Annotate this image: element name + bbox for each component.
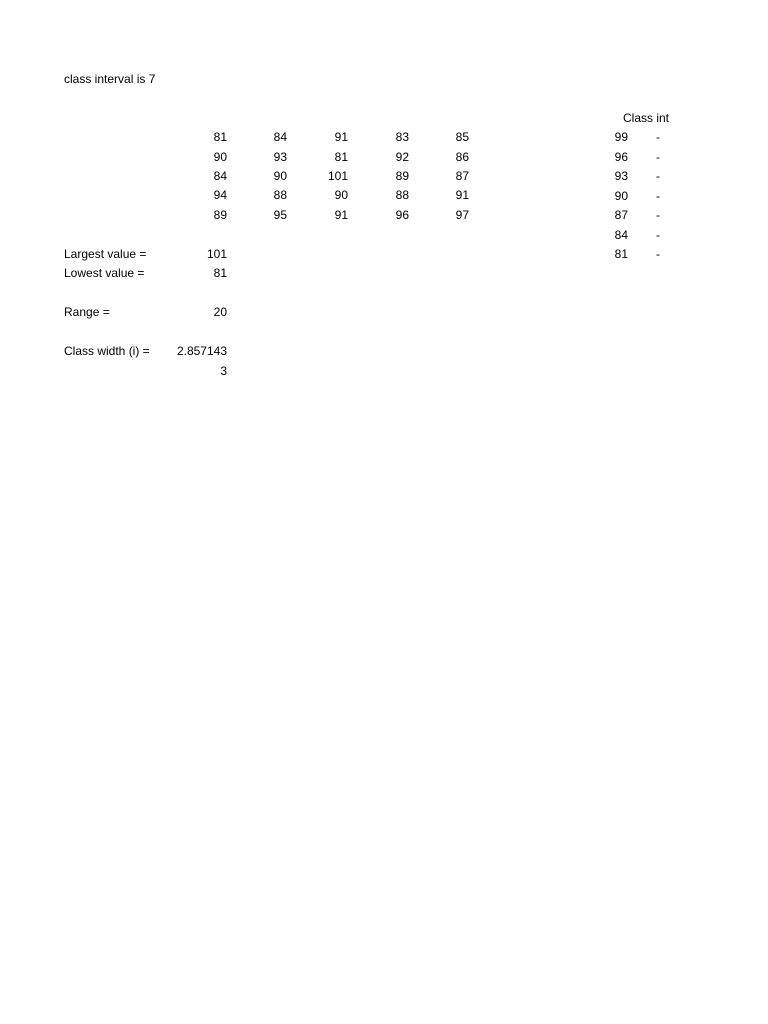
range-value: 20 bbox=[213, 305, 227, 319]
data-cell: 84 bbox=[273, 130, 287, 144]
data-cell: 93 bbox=[273, 150, 287, 164]
data-cell: 83 bbox=[395, 130, 409, 144]
data-cell: 88 bbox=[273, 188, 287, 202]
class-int-lower: 90 bbox=[614, 189, 628, 203]
class-int-separator: - bbox=[656, 150, 660, 164]
class-int-lower: 93 bbox=[614, 169, 628, 183]
data-cell: 89 bbox=[395, 169, 409, 183]
data-cell: 81 bbox=[213, 130, 227, 144]
data-cell: 89 bbox=[213, 208, 227, 222]
data-cell: 85 bbox=[455, 130, 469, 144]
class-int-header: Class int bbox=[623, 111, 670, 125]
data-cell: 95 bbox=[273, 208, 287, 222]
data-cell: 96 bbox=[395, 208, 409, 222]
class-int-lower: 87 bbox=[614, 208, 628, 222]
class-int-lower: 84 bbox=[614, 228, 628, 242]
class-width-value: 2.857143 bbox=[176, 344, 227, 358]
data-cell: 94 bbox=[213, 188, 227, 202]
class-int-lower: 96 bbox=[614, 150, 628, 164]
class-width-rounded: 3 bbox=[220, 364, 227, 378]
largest-value: 101 bbox=[206, 247, 227, 261]
data-cell: 84 bbox=[213, 169, 227, 183]
range-label: Range = bbox=[64, 305, 110, 319]
data-cell: 91 bbox=[455, 188, 469, 202]
lowest-value: 81 bbox=[213, 266, 227, 280]
data-cell: 101 bbox=[327, 169, 348, 183]
data-cell: 87 bbox=[455, 169, 469, 183]
data-cell: 91 bbox=[334, 130, 348, 144]
class-int-separator: - bbox=[656, 130, 660, 144]
data-cell: 81 bbox=[334, 150, 348, 164]
data-cell: 90 bbox=[213, 150, 227, 164]
data-cell: 92 bbox=[395, 150, 409, 164]
data-cell: 86 bbox=[455, 150, 469, 164]
data-cell: 97 bbox=[455, 208, 469, 222]
class-int-separator: - bbox=[656, 189, 660, 203]
data-cell: 90 bbox=[334, 188, 348, 202]
class-int-separator: - bbox=[656, 228, 660, 242]
class-int-separator: - bbox=[656, 247, 660, 261]
class-interval-note: class interval is 7 bbox=[64, 72, 156, 86]
data-cell: 91 bbox=[334, 208, 348, 222]
class-int-separator: - bbox=[656, 208, 660, 222]
data-cell: 88 bbox=[395, 188, 409, 202]
class-width-label: Class width (i) = bbox=[64, 344, 150, 358]
class-int-lower: 81 bbox=[614, 247, 628, 261]
class-int-lower: 99 bbox=[614, 130, 628, 144]
largest-value-label: Largest value = bbox=[64, 247, 147, 261]
lowest-value-label: Lowest value = bbox=[64, 266, 145, 280]
data-cell: 90 bbox=[273, 169, 287, 183]
class-int-separator: - bbox=[656, 169, 660, 183]
